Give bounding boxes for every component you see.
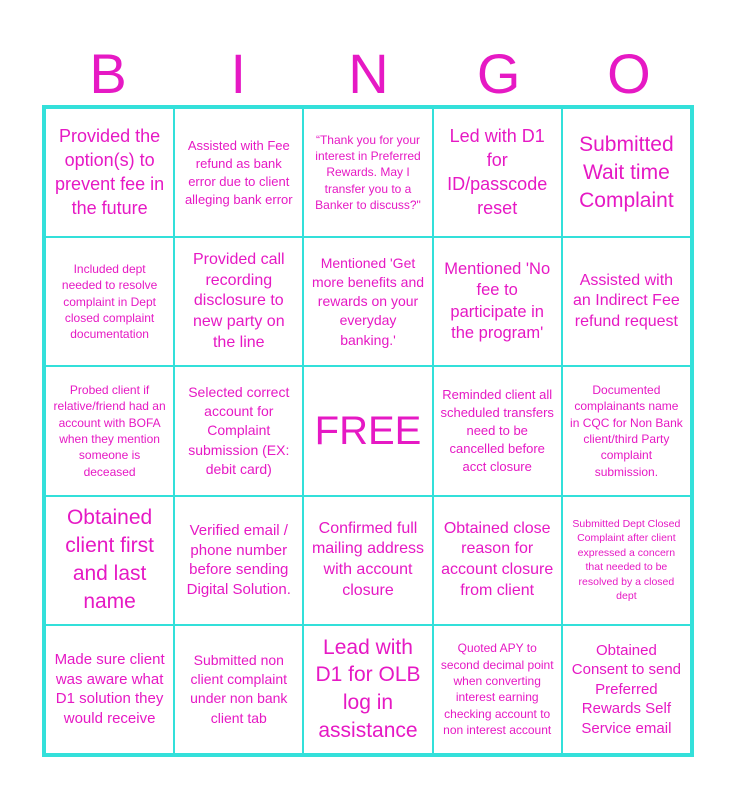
bingo-cell[interactable] bbox=[174, 496, 303, 625]
cell-text: Documented complainants name in CQC for Non Bank client/third Party complaint submission. bbox=[570, 383, 683, 479]
bingo-cell[interactable] bbox=[174, 366, 303, 495]
cell-text: Verified email / phone number before sending Digital Solution. bbox=[186, 522, 291, 598]
bingo-cell[interactable] bbox=[45, 366, 174, 495]
cell-text: Assisted with Fee refund as bank error due to client alleging bank error bbox=[184, 137, 293, 207]
free-space[interactable] bbox=[303, 366, 432, 495]
cell-text: Lead with D1 for OLB log in assistance bbox=[315, 635, 421, 743]
bingo-header bbox=[43, 40, 694, 106]
bingo-cell[interactable] bbox=[45, 108, 174, 237]
cell-text: “Thank you for your interest in Preferred Rewards. May I transfer you to a Banker to discuss?" bbox=[315, 132, 421, 213]
bingo-cell[interactable] bbox=[174, 625, 303, 754]
bingo-cell[interactable] bbox=[562, 108, 691, 237]
free-text: FREE bbox=[314, 408, 422, 453]
cell-text: Assisted with an Indirect Fee refund request bbox=[573, 271, 680, 331]
bingo-board bbox=[42, 105, 694, 757]
cell-text: Obtained close reason for account closure from client bbox=[441, 519, 554, 599]
bingo-cell[interactable] bbox=[45, 625, 174, 754]
header-letter-i: I bbox=[230, 41, 247, 105]
bingo-cell[interactable] bbox=[433, 237, 562, 366]
bingo-cell[interactable] bbox=[45, 496, 174, 625]
bingo-cell[interactable] bbox=[303, 625, 432, 754]
bingo-cell[interactable] bbox=[303, 496, 432, 625]
cell-text: Mentioned 'Get more benefits and rewards on your everyday banking.' bbox=[311, 254, 425, 348]
cell-text: Selected correct account for Complaint submission (EX: debit card) bbox=[188, 383, 290, 477]
cell-text: Provided call recording disclosure to new party on the line bbox=[192, 250, 285, 351]
header-letter-o: O bbox=[607, 41, 651, 105]
bingo-cell[interactable] bbox=[433, 496, 562, 625]
header-letter-b: B bbox=[89, 41, 127, 105]
cell-text: Submitted Dept Closed Complaint after client expressed a concern that needed to be resolved by a closed dept bbox=[572, 517, 681, 603]
cell-text: Included dept needed to resolve complaint in Dept closed complaint documentation bbox=[61, 262, 158, 342]
cell-text: Probed client if relative/friend had an account with BOFA when they mention someone is deceased bbox=[53, 383, 166, 479]
cell-text: Mentioned 'No fee to participate in the program' bbox=[444, 259, 551, 343]
cell-text: Provided the option(s) to prevent fee in the future bbox=[55, 125, 165, 218]
cell-text: Led with D1 for ID/passcode reset bbox=[447, 125, 548, 218]
bingo-cell[interactable] bbox=[562, 625, 691, 754]
bingo-cell[interactable] bbox=[433, 625, 562, 754]
bingo-cell[interactable] bbox=[433, 108, 562, 237]
bingo-cell[interactable] bbox=[303, 237, 432, 366]
bingo-cell[interactable] bbox=[562, 237, 691, 366]
cell-text: Obtained client first and last name bbox=[65, 506, 154, 614]
bingo-cell[interactable] bbox=[174, 237, 303, 366]
cell-text: Obtained Consent to send Preferred Rewards Self Service email bbox=[571, 641, 682, 737]
bingo-cell[interactable] bbox=[562, 496, 691, 625]
bingo-cell[interactable] bbox=[433, 366, 562, 495]
bingo-cell[interactable] bbox=[45, 237, 174, 366]
cell-text: Submitted Wait time Complaint bbox=[579, 132, 674, 212]
bingo-cell[interactable] bbox=[562, 366, 691, 495]
cell-text: Made sure client was aware what D1 solution they would receive bbox=[54, 651, 165, 727]
header-letter-n: N bbox=[348, 41, 389, 105]
header-letter-g: G bbox=[476, 41, 521, 105]
cell-text: Reminded client all scheduled transfers need to be cancelled before acct closure bbox=[440, 387, 554, 474]
cell-text: Quoted APY to second decimal point when converting interest earning checking account to non interest account bbox=[440, 641, 554, 738]
cell-text: Confirmed full mailing address with account closure bbox=[311, 519, 425, 599]
cell-text: Submitted non client complaint under non bank client tab bbox=[190, 651, 288, 726]
bingo-cell[interactable] bbox=[174, 108, 303, 237]
bingo-cell[interactable] bbox=[303, 108, 432, 237]
